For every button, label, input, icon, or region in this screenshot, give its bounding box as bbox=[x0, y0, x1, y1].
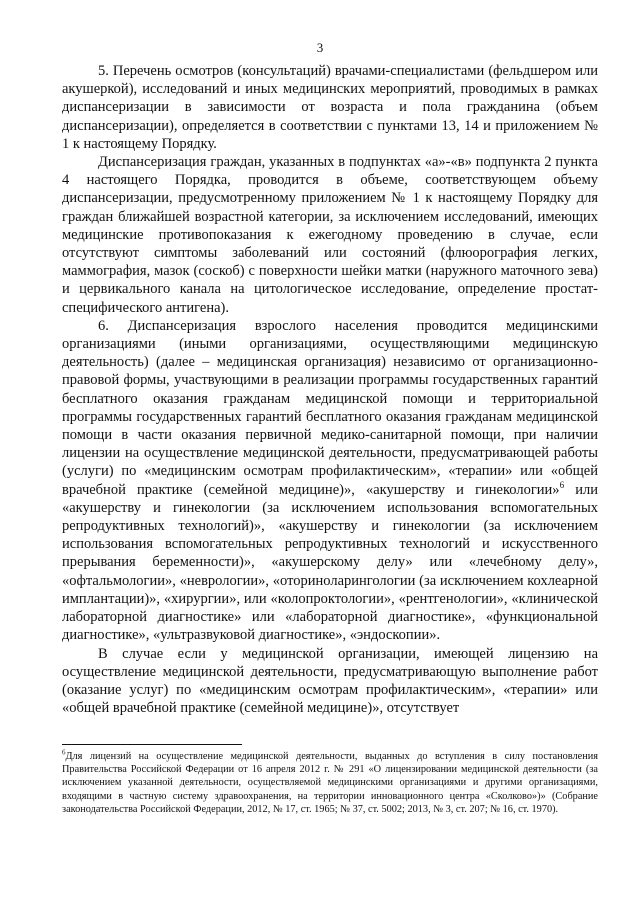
paragraph-5-continuation: Диспансеризация граждан, указанных в подпунктах «а»-«в» подпункта 2 пункта 4 настоящего Порядка, проводится в объеме, соответствующем объему диспансеризации, предусмотренному приложением № 1 к настоящему Порядку для граждан ближайшей возрастной категории, за исключением исследований, имеющих медицинские противопоказания к ежегодному проведению в случае, если отсутствуют симптомы заболеваний или состояний (флюорография легких, маммография, мазок (соскоб) с поверхности шейки матки (наружного маточного зева) и цервикального канала на цитологическое исследование, определение простат-специфического антигена). bbox=[62, 154, 598, 316]
paragraph-6-continuation: В случае если у медицинской организации, имеющей лицензию на осуществление медицинской деятельности, предусматривающую выполнение работ (оказание услуг) по «медицинским осмотрам профилактическим», «терапии» или «общей врачебной практике (семейной медицине)», отсутствует bbox=[62, 645, 598, 717]
footnote-reference: 6 bbox=[559, 479, 565, 490]
body-text bbox=[62, 62, 598, 717]
footnote-text: Для лицензий на осуществление медицинской деятельности, выданных до вступления в силу постановления Правительства Российской Федерации от 16 апреля 2012 г. № 291 «О лицензировании медицинской деятельности (за исключением указанной деятельности, осуществляемой медицинскими организациями и другими организациями, входящими в частную систему здравоохранения, на территории инновационного центра «Сколково»)» (Собрание законодательства Российской Федерации, 2012, № 17, ст. 1965; № 37, ст. 5002; 2013, № 3, ст. 207; № 16, ст. 1970). bbox=[62, 751, 598, 815]
paragraph-6 bbox=[62, 317, 598, 645]
footnote-marker: 6 bbox=[62, 748, 66, 757]
paragraph-5: 5. Перечень осмотров (консультаций) врачами-специалистами (фельдшером или акушеркой), исследований и иных медицинских мероприятий, проводимых в рамках диспансеризации в зависимости от возраста и пола гражданина (объем диспансеризации), определяется в соответствии с пунктами 13, 14 и приложением № 1 к настоящему Порядку. bbox=[62, 63, 598, 152]
paragraph-6-text-start: 6. Диспансеризация взрослого населения проводится медицинскими организациями (иными организациями, осуществляющими медицинскую деятельность) (далее – медицинская организация) независимо от организационно-правовой формы, участвующими в реализации программы государственных гарантий бесплатного оказания гражданам медицинской помощи и территориальной программы государственных гарантий бесплатного оказания гражданам медицинской помощи в части оказания первичной медико-санитарной помощи, при наличии лицензии на осуществление медицинской деятельности, предусматривающей работы (услуги) по «медицинским осмотрам профилактическим», «терапии» или «общей врачебной практике (семейной медицине)», «акушерству и гинекологии» bbox=[62, 317, 598, 498]
footnote-divider bbox=[62, 744, 242, 745]
page-number: 3 bbox=[316, 40, 324, 55]
footnote bbox=[62, 750, 598, 816]
paragraph-6-text-end: или «акушерству и гинекологии (за исключением использования вспомогательных репродуктивных технологий)», «акушерству и гинекологии (за исключением использования вспомогательных репродуктивных технологий и искусственного прерывания беременности)», «акушерскому делу» или «лечебному делу», «офтальмологии», «неврологии», «оториноларингологии (за исключением кохлеарной имплантации)», «хирургии», или «колопроктологии», «рентгенологии», «клинической лабораторной диагностике» или «лабораторной диагностике», «функциональной диагностике», «ультразвуковой диагностике», «эндоскопии». bbox=[62, 481, 598, 644]
